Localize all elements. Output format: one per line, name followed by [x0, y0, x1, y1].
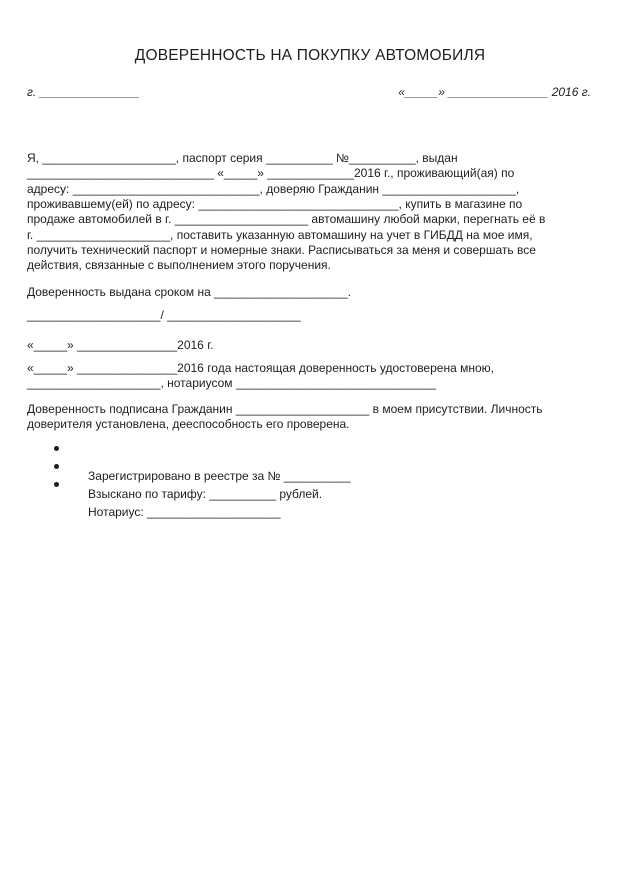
bullet-icon: [54, 482, 59, 487]
list-item-text: Взыскано по тарифу: __________ рублей.: [88, 487, 323, 501]
body-line: действия, связанные с выполнением этого поручения.: [27, 258, 331, 272]
body-line: проживавшему(ей) по адресу: ______________________________, купить в магазине по: [27, 197, 523, 211]
list-item: [52, 459, 351, 501]
body-line: г. ____________________, поставить указанную автомашину на учет в ГИБДД на мое имя,: [27, 228, 533, 242]
header-city: г. _______________: [27, 85, 140, 99]
list-item-text: Нотариус: ____________________: [88, 505, 281, 519]
notary-details-list: [52, 441, 351, 519]
header-date: «_____» _______________ 2016 г.: [398, 85, 591, 99]
notary-line: «_____» _______________2016 года настоящая доверенность удостоверена мною,: [27, 361, 494, 375]
signed-line: Доверенность подписана Гражданин ____________________ в моем присутствии. Личность: [27, 402, 543, 416]
bullet-icon: [54, 464, 59, 469]
list-item: [52, 441, 351, 483]
body-line: адресу: ____________________________, доверяю Гражданин ____________________,: [27, 182, 520, 196]
bullet-icon: [54, 446, 59, 451]
signed-line: доверителя установлена, дееспособность его проверена.: [27, 417, 350, 431]
document-title: ДОВЕРЕННОСТЬ НА ПОКУПКУ АВТОМОБИЛЯ: [134, 47, 486, 64]
list-item: [52, 477, 351, 519]
signature-line: ____________________/ ____________________: [27, 308, 301, 322]
term-line: Доверенность выдана сроком на ____________________.: [27, 285, 351, 299]
body-line: продаже автомобилей в г. ____________________ автомашину любой марки, перегнать её в: [27, 212, 546, 226]
body-line: получить технический паспорт и номерные знаки. Расписываться за меня и совершать все: [27, 243, 536, 257]
body-line: Я, ____________________, паспорт серия __________ №__________, выдан: [27, 151, 458, 165]
date-line: «_____» _______________2016 г.: [27, 338, 214, 352]
notary-line: ____________________, нотариусом ______________________________: [27, 376, 437, 390]
list-item-text: Зарегистрировано в реестре за № __________: [88, 469, 351, 483]
body-line: ____________________________ «_____» _____________2016 г., проживающий(ая) по: [27, 166, 515, 180]
